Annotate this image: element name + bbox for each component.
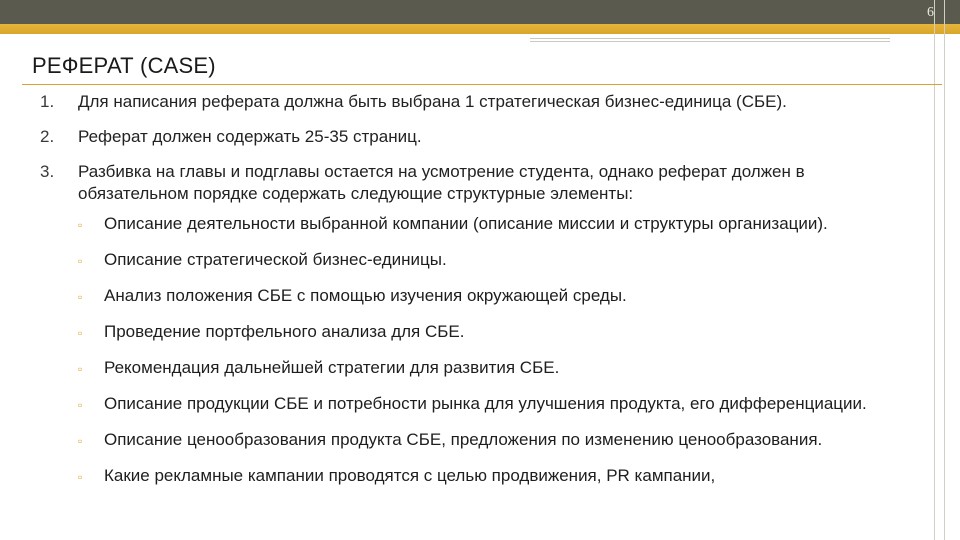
- item-text: Разбивка на главы и подглавы остается на усмотрение студента, однако реферат должен в обязательном порядке содержать следующие структурные элементы:: [78, 162, 805, 203]
- list-item: [78, 213, 920, 236]
- page-number: 6: [927, 5, 934, 20]
- bullet-icon: ▫: [78, 434, 83, 448]
- top-bar: [0, 0, 960, 24]
- list-item: [78, 393, 920, 416]
- bullet-icon: ▫: [78, 362, 83, 376]
- numbered-item: [40, 161, 920, 205]
- item-number: 1.: [40, 92, 55, 111]
- numbered-item: [40, 126, 920, 148]
- list-item-text: Рекомендация дальнейшей стратегии для развития СБЕ.: [104, 358, 560, 377]
- list-item-text: Описание ценообразования продукта СБЕ, предложения по изменению ценообразования.: [104, 430, 823, 449]
- title-divider: [22, 84, 942, 85]
- list-item-text: Описание деятельности выбранной компании (описание миссии и структуры организации).: [104, 214, 828, 233]
- bullet-icon: ▫: [78, 218, 83, 232]
- slide-content: [40, 91, 920, 501]
- item-text: Реферат должен содержать 25-35 страниц.: [78, 127, 422, 146]
- item-text: Для написания реферата должна быть выбрана 1 стратегическая бизнес-единица (СБЕ).: [78, 92, 787, 111]
- vertical-line: [944, 0, 945, 540]
- bullet-icon: ▫: [78, 290, 83, 304]
- decorative-lines: [530, 38, 890, 44]
- vertical-line: [934, 0, 935, 540]
- bullet-icon: ▫: [78, 254, 83, 268]
- list-item: [78, 465, 920, 488]
- list-item: [78, 321, 920, 344]
- bullet-icon: ▫: [78, 398, 83, 412]
- numbered-item: [40, 91, 920, 113]
- list-item-text: Описание стратегической бизнес-единицы.: [104, 250, 447, 269]
- item-number: 3.: [40, 162, 55, 181]
- bullet-icon: ▫: [78, 326, 83, 340]
- item-number: 2.: [40, 127, 55, 146]
- list-item-text: Описание продукции СБЕ и потребности рынка для улучшения продукта, его дифференциации.: [104, 394, 867, 413]
- accent-bar: [0, 24, 960, 34]
- list-item: [78, 357, 920, 380]
- list-item-text: Проведение портфельного анализа для СБЕ.: [104, 322, 465, 341]
- list-item: [78, 285, 920, 308]
- structural-elements-list: [78, 213, 920, 488]
- bullet-icon: ▫: [78, 470, 83, 484]
- list-item-text: Анализ положения СБЕ с помощью изучения окружающей среды.: [104, 286, 627, 305]
- list-item: [78, 249, 920, 272]
- slide-title: РЕФЕРАТ (CASE): [32, 53, 216, 78]
- list-item-text: Какие рекламные кампании проводятся с целью продвижения, PR кампании,: [104, 466, 716, 485]
- list-item: [78, 429, 920, 452]
